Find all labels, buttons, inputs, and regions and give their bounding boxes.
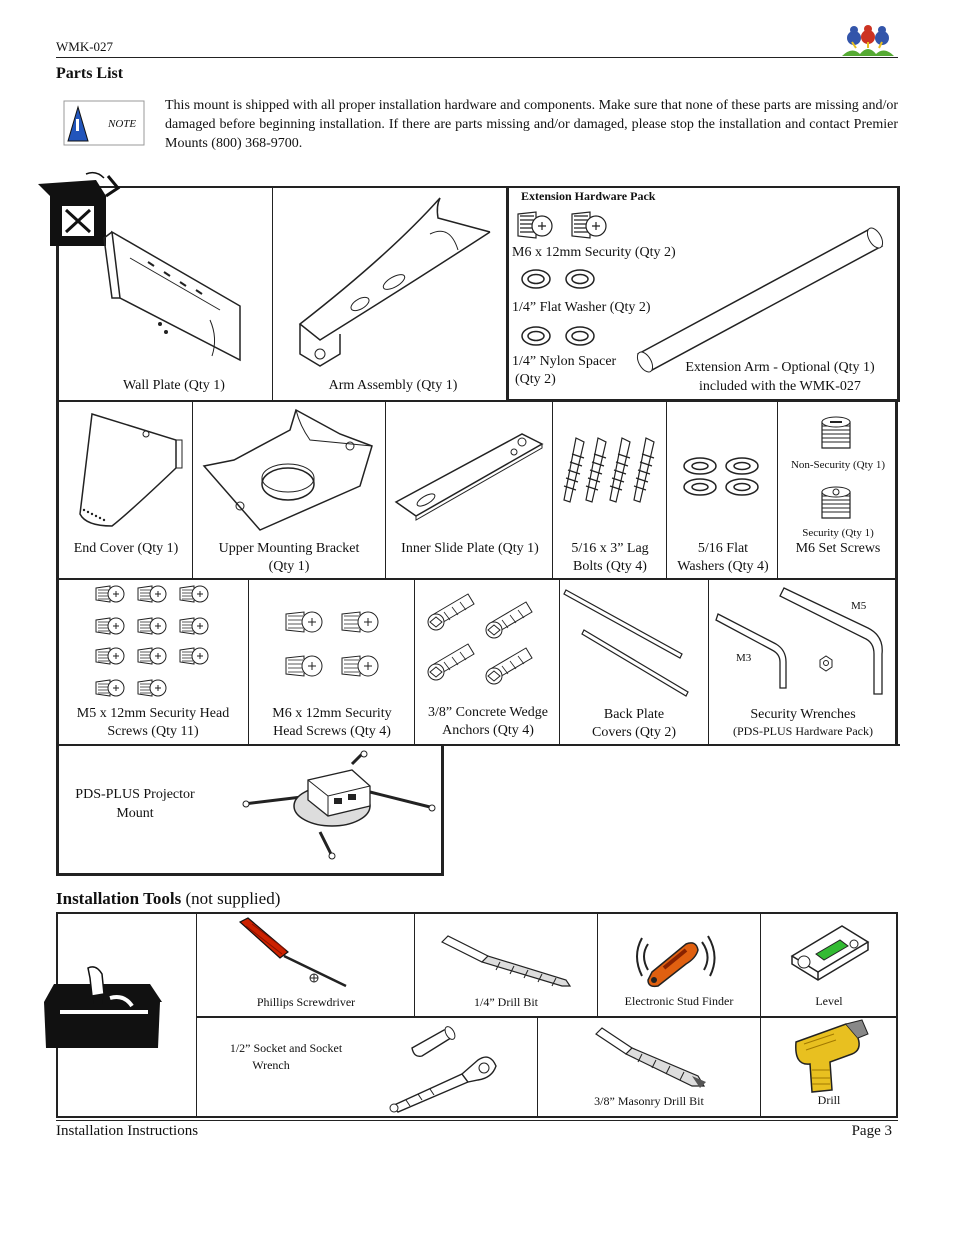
- toolbox-icon: [40, 964, 166, 1052]
- end-cover-drawing: [72, 410, 182, 530]
- end-cover-label: End Cover (Qty 1): [73, 541, 179, 556]
- screwdriver-label: Phillips Screwdriver: [256, 995, 356, 1009]
- security-wrenches-sub: (PDS-PLUS Hardware Pack): [733, 724, 873, 738]
- upper-bracket-label-1: Upper Mounting Bracket: [218, 541, 360, 556]
- lag-bolts-label-2: Bolts (Qty 4): [573, 559, 647, 574]
- header-rule: [56, 57, 898, 58]
- ext-m6-label: M6 x 12mm Security (Qty 2): [512, 245, 676, 260]
- socket-wrench-icon: [388, 1022, 518, 1112]
- pds-label-1: PDS-PLUS Projector: [75, 787, 195, 802]
- note-text: This mount is shipped with all proper installation hardware and components. Make sure that none of these parts are missing and/or damaged before beginning installation. If there are parts missing and/or damaged, please stop the installation and contact Premier Mounts (800) 368-9700.: [165, 98, 898, 151]
- footer-left: Installation Instructions: [56, 1123, 199, 1139]
- stud-finder-label: Electronic Stud Finder: [624, 994, 734, 1008]
- pds-plus-mount-drawing: [240, 752, 440, 864]
- level-icon: [788, 922, 872, 984]
- set-screw-nonsec-label: Non-Security (Qty 1): [790, 459, 886, 471]
- footer-rule: [56, 1120, 898, 1121]
- drill-bit-label: 1/4” Drill Bit: [474, 995, 538, 1009]
- m5-screws-drawing: [92, 584, 222, 706]
- wedge-anchors-label-2: Anchors (Qty 4): [442, 723, 534, 738]
- back-plate-covers-drawing: [562, 586, 690, 700]
- set-screw-sec-label: Security (Qty 1): [802, 527, 874, 539]
- arm-assembly-label: Arm Assembly (Qty 1): [328, 378, 458, 393]
- ext-spacer-label-1: 1/4” Nylon Spacer: [512, 354, 617, 369]
- ext-pack-frame: [506, 186, 900, 402]
- ext-pack-title: Extension Hardware Pack: [521, 189, 656, 203]
- wall-plate-label: Wall Plate (Qty 1): [123, 378, 225, 393]
- tools-title-rest: (not supplied): [181, 889, 281, 908]
- footer-page-number: Page 3: [851, 1123, 892, 1139]
- drill-bit-icon: [440, 934, 574, 988]
- wedge-anchors-label-1: 3/8” Concrete Wedge: [428, 705, 548, 720]
- tools-title: [56, 888, 280, 910]
- stud-finder-icon: [638, 934, 720, 992]
- tools-title-bold: Installation Tools: [56, 889, 182, 908]
- ext-arm-label-2: included with the WMK-027: [699, 379, 861, 394]
- inner-slide-plate-drawing: [392, 424, 548, 524]
- m6-screws-label-2: Head Screws (Qty 4): [273, 724, 391, 739]
- masonry-bit-icon: [594, 1026, 714, 1090]
- parts-left-border: [56, 186, 59, 876]
- wall-plate-drawing: [100, 228, 260, 368]
- parts-bottom-border: [56, 873, 443, 876]
- wedge-anchors-drawing: [424, 592, 554, 692]
- pds-right-border: [441, 744, 444, 876]
- upper-bracket-drawing: [200, 406, 380, 536]
- section-title: Parts List: [56, 65, 124, 82]
- level-label: Level: [815, 994, 843, 1008]
- socket-wrench-label-1: 1/2” Socket and Socket: [229, 1041, 343, 1055]
- phillips-screwdriver-icon: [236, 918, 354, 992]
- ext-arm-label-1: Extension Arm - Optional (Qty 1): [685, 360, 875, 375]
- pds-label-2: Mount: [116, 806, 154, 821]
- set-screw-sec-icon: [816, 484, 856, 524]
- flat-washers-label-2: Washers (Qty 4): [677, 559, 769, 574]
- back-covers-label-1: Back Plate: [603, 707, 665, 722]
- m5-screws-label-2: Screws (Qty 11): [107, 724, 199, 739]
- security-wrenches-title: Security Wrenches: [750, 707, 856, 722]
- lag-bolts-label-1: 5/16 x 3” Lag: [571, 541, 649, 556]
- wrench-m5-label: M5: [851, 600, 867, 612]
- m5-screws-label-1: M5 x 12mm Security Head: [76, 706, 230, 721]
- upper-bracket-label-2: (Qty 1): [268, 559, 310, 574]
- drill-label: Drill: [817, 1093, 841, 1107]
- set-screws-title: M6 Set Screws: [795, 541, 881, 556]
- m6-screws-label-1: M6 x 12mm Security: [272, 706, 392, 721]
- back-covers-label-2: Covers (Qty 2): [592, 725, 676, 740]
- ext-washer-label: 1/4” Flat Washer (Qty 2): [512, 300, 651, 315]
- socket-wrench-label-2: Wrench: [252, 1058, 290, 1072]
- ext-spacer-label-2: (Qty 2): [515, 372, 556, 387]
- masonry-bit-label: 3/8” Masonry Drill Bit: [594, 1094, 704, 1108]
- logo-birds-icon: [840, 20, 896, 58]
- note-label: NOTE: [108, 118, 137, 130]
- arm-assembly-drawing: [290, 194, 500, 374]
- inner-slide-label: Inner Slide Plate (Qty 1): [401, 541, 539, 556]
- power-drill-icon: [790, 1020, 872, 1094]
- wrench-m3-label: M3: [736, 652, 752, 664]
- flat-washers-drawing: [680, 456, 764, 498]
- set-screw-nonsec-icon: [816, 414, 856, 454]
- flat-washers-label-1: 5/16 Flat: [697, 541, 749, 556]
- doc-code: WMK-027: [56, 39, 114, 54]
- lag-bolts-drawing: [560, 436, 664, 506]
- m6-screws-drawing: [284, 610, 394, 690]
